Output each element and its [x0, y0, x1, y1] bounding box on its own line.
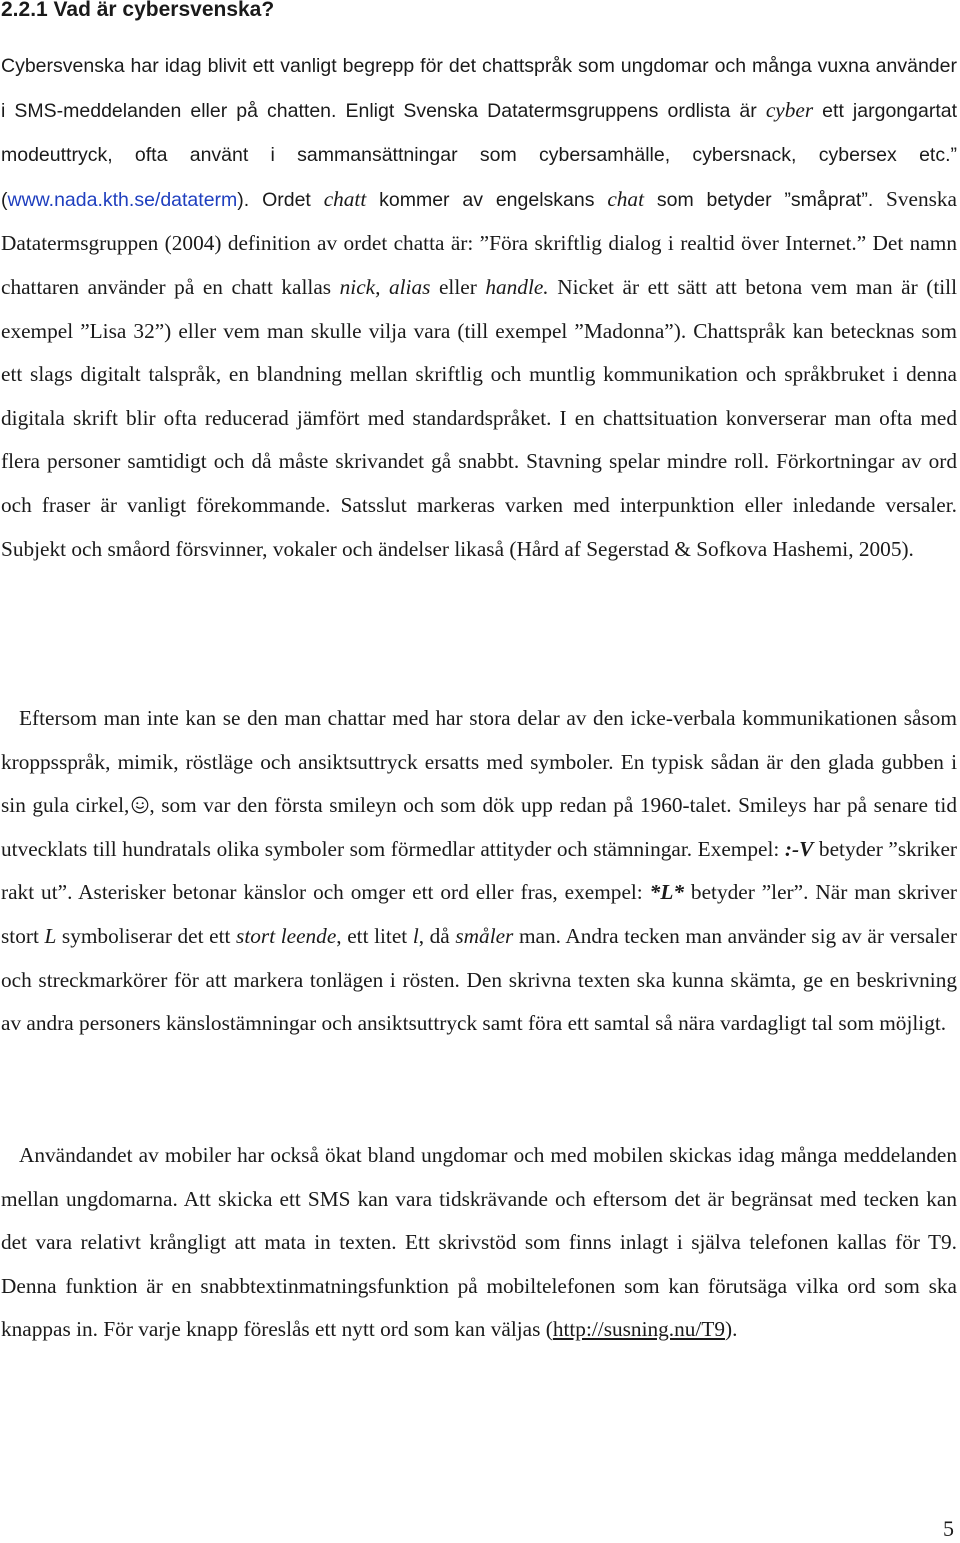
term-handle: handle.: [485, 274, 549, 299]
section-heading: 2.2.1 Vad är cybersvenska?: [1, 0, 275, 21]
text-run: Nicket är ett sätt att betona vem man är (till exempel ”Lisa 32”) eller vem man skulle vilja vara (till exempel ”Madonna”). Chattspråk kan betecknas som ett slags digitalt talspråk, en blandning mellan skriftlig och muntlig kommunikation och språkbruket i denna digitala skrift blir ofta reducerad jämfört med standardspråket. I en chattsituation konverserar man ofta med flera personer samtidigt och då måste skrivandet gå snabbt. Stavning spelar mindre roll. Förkortningar av ord och fraser är vanligt förekommande. Satsslut markeras varken med interpunktion eller inledande versaler. Subjekt och småord försvinner, vokaler och ändelser likaså (Hård af Segerstad & Sofkova Hashemi, 2005).: [1, 274, 957, 561]
smiley-face-icon: [131, 796, 149, 814]
text-run: , ett litet: [336, 923, 413, 948]
text-run: som betyder ”småprat”.: [644, 188, 874, 211]
paragraph-cybersvenska: [1, 44, 957, 571]
text-run: , som var den första smileyn och som dök upp redan på 1960-talet. Smileys har på senare tid utvecklats till hundratals olika symboler som förmedlar attityder och stämningar. Exempel:: [1, 793, 957, 861]
text-run: Eftersom man inte kan se den man chattar med har stora delar av den icke-verbala kommunikationen såsom kroppsspråk, mimik, röstläge och ansiktsuttryck ersatts med symboler. En typisk sådan är den glada gubben i sin gula cirkel,: [1, 706, 957, 818]
text-run: kommer av engelskans: [366, 188, 608, 211]
term-chatt: chatt: [323, 186, 367, 211]
paragraph-smileys: [1, 697, 957, 1046]
page-number: 5: [943, 1516, 954, 1541]
term-chat: chat: [607, 186, 644, 211]
term-stort-leende: stort leende: [236, 923, 337, 948]
text-run: Cybersvenska har idag blivit ett vanligt begrepp för det chattspråk som ungdomar och många vuxna använder i SMS-meddelanden eller på chatten. Enligt Svenska Datatermsgruppens ordlista är: [1, 55, 957, 122]
text-run: ).: [237, 188, 250, 211]
text-run: Användandet av mobiler har också ökat bland ungdomar och med mobilen skickas idag många meddelanden mellan ungdomarna. Att skicka ett SMS kan vara tidskrävande och eftersom det är begränsat med tecken kan det vara relativt krångligt att mata in texten. Ett skrivstöd som finns inlagt i själva telefonen kallas för T9. Denna funktion är en snabbtextinmatningsfunktion på mobiltelefonen som kan förutsäga vilka ord som ska knappas in. För varje knapp föreslås ett nytt ord som kan väljas (: [1, 1143, 957, 1342]
text-run: Ordet: [249, 188, 324, 211]
link-dataterm[interactable]: www.nada.kth.se/dataterm: [7, 188, 238, 211]
text-run: man. Andra tecken man använder sig av är versaler och streckmarkörer för att markera tonlägen i rösten. Den skrivna texten ska kunna skämta, ge en beskrivning av andra personers känslostämningar och ansiktsuttryck samt föra ett samtal så nära vardagligt tal som möjligt.: [1, 923, 957, 1036]
term-L: L: [44, 923, 57, 948]
term-nick-alias: nick, alias: [339, 274, 431, 299]
text-run: ett jargongartat modeuttryck, ofta använt i sammansättningar som cybersamhälle, cybersnack, cybersex etc.” (: [1, 99, 957, 211]
link-susning[interactable]: http://susning.nu/T9: [552, 1317, 725, 1342]
text-run: betyder ”ler”. När man skriver stort: [1, 880, 957, 948]
text-run: symboliserar det ett: [56, 923, 237, 948]
term-smaler: småler: [455, 923, 514, 948]
term-l: l: [412, 923, 419, 948]
example-smile: *L*: [649, 880, 684, 905]
paragraph-mobiler: [1, 1134, 957, 1352]
text-run: eller: [430, 274, 486, 299]
text-run: ).: [725, 1317, 738, 1342]
term-cyber: cyber: [765, 97, 814, 122]
text-run: , då: [418, 923, 456, 948]
example-scream: :-V: [784, 836, 814, 861]
text-run: Svenska Datatermsgruppen (2004) definition av ordet chatta är: ”Föra skriftlig dialog i realtid över Internet.” Det namn chattaren använder på en chatt kallas: [1, 186, 957, 299]
text-run: betyder ”skriker rakt ut”. Asterisker betonar känslor och omger ett ord eller fras, exempel:: [1, 836, 957, 905]
